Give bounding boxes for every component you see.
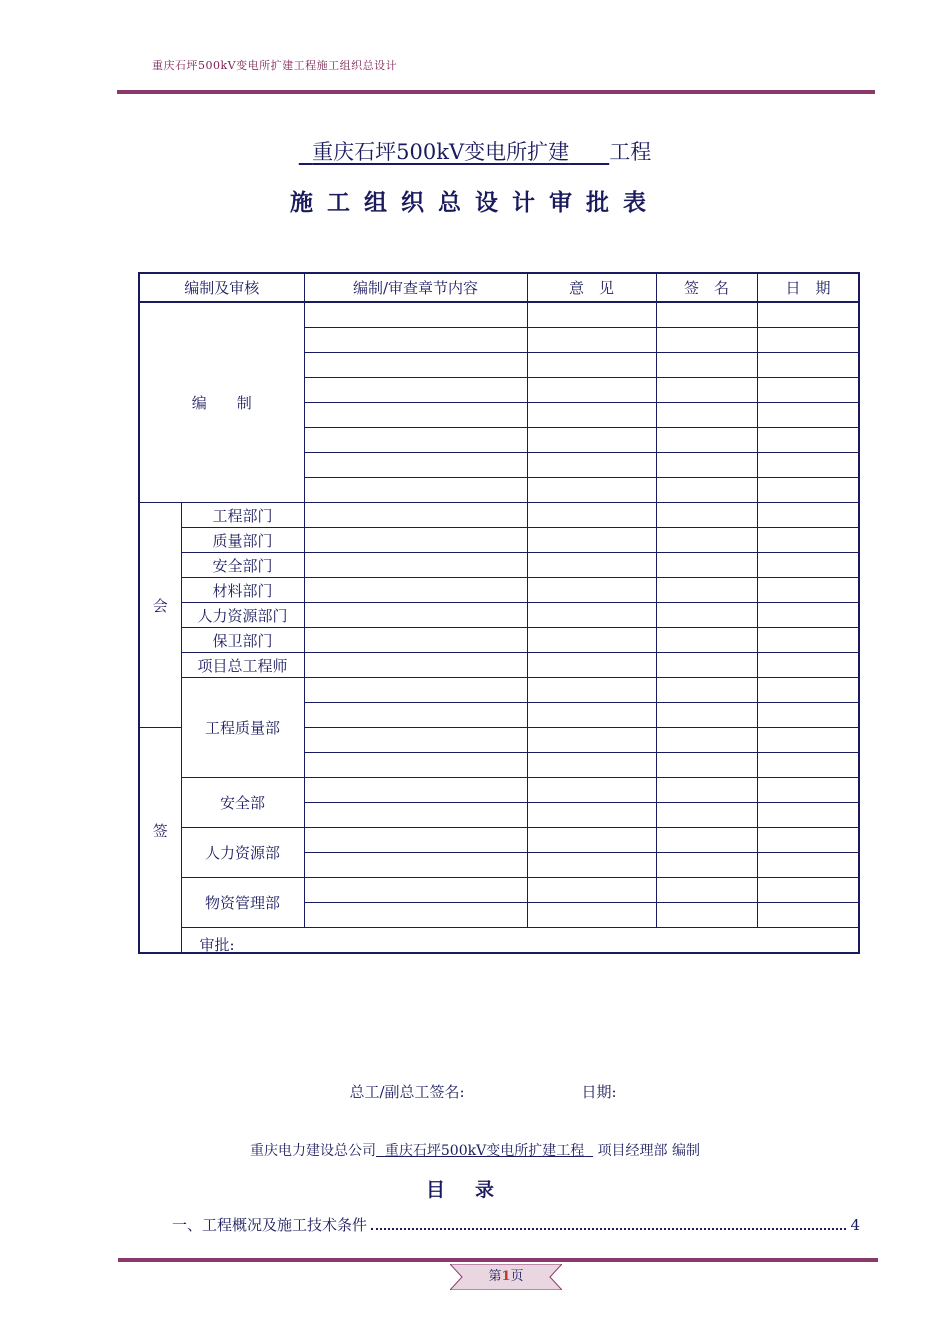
toc-item[interactable] <box>172 1214 860 1235</box>
opinion-cell[interactable] <box>527 753 656 778</box>
date-cell[interactable] <box>757 403 859 428</box>
date-cell[interactable] <box>757 453 859 478</box>
opinion-cell[interactable] <box>527 728 656 753</box>
toc-leader-dots <box>371 1216 846 1230</box>
date-cell[interactable] <box>757 553 859 578</box>
form-footer <box>0 1140 950 1160</box>
date-cell[interactable] <box>757 728 859 753</box>
dept-label: 人力资源部门 <box>181 603 304 628</box>
footer-project: 重庆石坪500kV变电所扩建工程 <box>384 1143 585 1159</box>
huiqian-label-bottom: 签 <box>152 822 168 840</box>
signature-cell[interactable] <box>656 328 757 353</box>
dept-label: 保卫部门 <box>181 628 304 653</box>
content-cell[interactable] <box>304 453 527 478</box>
header-cell: 编制/审查章节内容 <box>304 273 527 302</box>
opinion-cell[interactable] <box>527 903 656 928</box>
opinion-cell[interactable] <box>527 503 656 528</box>
date-cell[interactable] <box>757 853 859 878</box>
toc-item-page: 4 <box>850 1216 860 1234</box>
date-cell[interactable] <box>757 628 859 653</box>
content-cell[interactable] <box>304 328 527 353</box>
date-cell[interactable] <box>757 528 859 553</box>
signature-cell[interactable] <box>656 853 757 878</box>
content-cell[interactable] <box>304 903 527 928</box>
dept-label: 质量部门 <box>181 528 304 553</box>
signature-cell[interactable] <box>656 453 757 478</box>
signature-cell[interactable] <box>656 628 757 653</box>
running-header: 重庆石坪500kV变电所扩建工程施工组织总设计 <box>152 59 398 72</box>
table-row <box>139 653 859 678</box>
content-cell[interactable] <box>304 778 527 803</box>
date-cell[interactable] <box>757 753 859 778</box>
date-cell[interactable] <box>757 678 859 703</box>
opinion-cell[interactable] <box>527 528 656 553</box>
date-cell[interactable] <box>757 653 859 678</box>
document-subtitle: 施工组织总设计审批表 <box>290 189 660 216</box>
signature-cell[interactable] <box>656 378 757 403</box>
content-cell[interactable] <box>304 653 527 678</box>
table-header-row <box>139 273 859 302</box>
date-cell[interactable] <box>757 302 859 328</box>
opinion-cell[interactable] <box>527 302 656 328</box>
content-cell[interactable] <box>304 553 527 578</box>
header-cell: 签 名 <box>656 273 757 302</box>
content-cell[interactable] <box>304 628 527 653</box>
date-cell[interactable] <box>757 328 859 353</box>
footer-rule <box>118 1258 878 1262</box>
date-cell[interactable] <box>757 353 859 378</box>
footer-company: 重庆电力建设总公司 <box>249 1143 376 1159</box>
content-cell[interactable] <box>304 878 527 903</box>
content-cell[interactable] <box>304 728 527 753</box>
signature-cell[interactable] <box>656 753 757 778</box>
date-cell[interactable] <box>757 503 859 528</box>
toc-title: 目录 <box>425 1179 524 1201</box>
content-cell[interactable] <box>304 828 527 853</box>
opinion-cell[interactable] <box>527 628 656 653</box>
content-cell[interactable] <box>304 353 527 378</box>
opinion-cell[interactable] <box>527 353 656 378</box>
signature-cell[interactable] <box>656 578 757 603</box>
signature-cell[interactable] <box>656 803 757 828</box>
header-rule <box>117 90 875 94</box>
signature-cell[interactable] <box>656 653 757 678</box>
signature-cell[interactable] <box>656 678 757 703</box>
date-cell[interactable] <box>757 603 859 628</box>
opinion-cell[interactable] <box>527 828 656 853</box>
dept-label: 材料部门 <box>181 578 304 603</box>
approval-label: 审批: <box>199 936 235 954</box>
dept-label: 安全部 <box>181 778 304 828</box>
opinion-cell[interactable] <box>527 703 656 728</box>
table-row <box>139 778 859 803</box>
signature-cell[interactable] <box>656 528 757 553</box>
signature-cell[interactable] <box>656 478 757 503</box>
date-cell[interactable] <box>757 478 859 503</box>
page-indicator <box>450 1264 562 1290</box>
date-cell[interactable] <box>757 778 859 803</box>
content-cell[interactable] <box>304 703 527 728</box>
table-row <box>139 628 859 653</box>
opinion-cell[interactable] <box>527 853 656 878</box>
opinion-cell[interactable] <box>527 803 656 828</box>
opinion-cell[interactable] <box>527 653 656 678</box>
huiqian-label-cell <box>139 503 181 840</box>
dept-label: 物资管理部 <box>181 878 304 928</box>
toc-item-label: 一、工程概况及施工技术条件 <box>172 1216 368 1234</box>
huiqian-label-top: 会 <box>152 597 168 615</box>
content-cell[interactable] <box>304 603 527 628</box>
approval-sign-label: 总工/副总工签名: <box>349 1083 465 1101</box>
content-cell[interactable] <box>304 678 527 703</box>
signature-cell[interactable] <box>656 828 757 853</box>
opinion-cell[interactable] <box>527 878 656 903</box>
document-title <box>0 136 950 166</box>
content-cell[interactable] <box>304 403 527 428</box>
opinion-cell[interactable] <box>527 403 656 428</box>
approval-date-label: 日期: <box>581 1083 617 1101</box>
signature-cell[interactable] <box>656 903 757 928</box>
opinion-cell[interactable] <box>527 328 656 353</box>
opinion-cell[interactable] <box>527 478 656 503</box>
table-row <box>139 828 859 853</box>
header-cell: 意 见 <box>527 273 656 302</box>
signature-cell[interactable] <box>656 428 757 453</box>
content-cell[interactable] <box>304 853 527 878</box>
page-number: 1 <box>501 1269 511 1284</box>
content-cell[interactable] <box>304 428 527 453</box>
opinion-cell[interactable] <box>527 578 656 603</box>
header-cell: 编制及审核 <box>139 273 304 302</box>
signature-cell[interactable] <box>656 503 757 528</box>
table-row <box>139 578 859 603</box>
table-row <box>139 678 859 703</box>
table-row <box>139 878 859 903</box>
project-name: 重庆石坪500kV变电所扩建 <box>312 140 570 164</box>
date-cell[interactable] <box>757 578 859 603</box>
date-cell[interactable] <box>757 903 859 928</box>
content-cell[interactable] <box>304 753 527 778</box>
dept-label: 工程质量部 <box>181 678 304 778</box>
date-cell[interactable] <box>757 703 859 728</box>
content-cell[interactable] <box>304 528 527 553</box>
date-cell[interactable] <box>757 803 859 828</box>
date-cell[interactable] <box>757 378 859 403</box>
signature-cell[interactable] <box>656 353 757 378</box>
table-row <box>139 528 859 553</box>
bianzhi-label: 编 制 <box>139 302 304 503</box>
signature-cell[interactable] <box>656 878 757 903</box>
opinion-cell[interactable] <box>527 553 656 578</box>
dept-label: 项目总工程师 <box>181 653 304 678</box>
approval-cell[interactable] <box>181 928 859 1101</box>
dept-label: 人力资源部 <box>181 828 304 878</box>
content-cell[interactable] <box>304 302 527 328</box>
dept-label: 安全部门 <box>181 553 304 578</box>
footer-dept: 项目经理部 编制 <box>597 1143 701 1159</box>
approval-row <box>139 928 859 954</box>
table-row <box>139 603 859 628</box>
opinion-cell[interactable] <box>527 678 656 703</box>
title-suffix: 工程 <box>609 140 652 164</box>
date-cell[interactable] <box>757 828 859 853</box>
table-row <box>139 302 859 328</box>
signature-cell[interactable] <box>656 703 757 728</box>
signature-cell[interactable] <box>656 778 757 803</box>
signature-cell[interactable] <box>656 302 757 328</box>
opinion-cell[interactable] <box>527 778 656 803</box>
opinion-cell[interactable] <box>527 428 656 453</box>
opinion-cell[interactable] <box>527 603 656 628</box>
signature-cell[interactable] <box>656 403 757 428</box>
approval-form-table <box>138 272 860 1101</box>
table-row <box>139 553 859 578</box>
content-cell[interactable] <box>304 803 527 828</box>
date-cell[interactable] <box>757 878 859 903</box>
table-row <box>139 503 859 528</box>
content-cell[interactable] <box>304 503 527 528</box>
date-cell[interactable] <box>757 428 859 453</box>
signature-cell[interactable] <box>656 553 757 578</box>
content-cell[interactable] <box>304 378 527 403</box>
signature-cell[interactable] <box>656 728 757 753</box>
opinion-cell[interactable] <box>527 378 656 403</box>
dept-label: 工程部门 <box>181 503 304 528</box>
content-cell[interactable] <box>304 578 527 603</box>
header-cell: 日 期 <box>757 273 859 302</box>
opinion-cell[interactable] <box>527 453 656 478</box>
page-label: 第1页 <box>488 1269 524 1284</box>
signature-cell[interactable] <box>656 603 757 628</box>
content-cell[interactable] <box>304 478 527 503</box>
